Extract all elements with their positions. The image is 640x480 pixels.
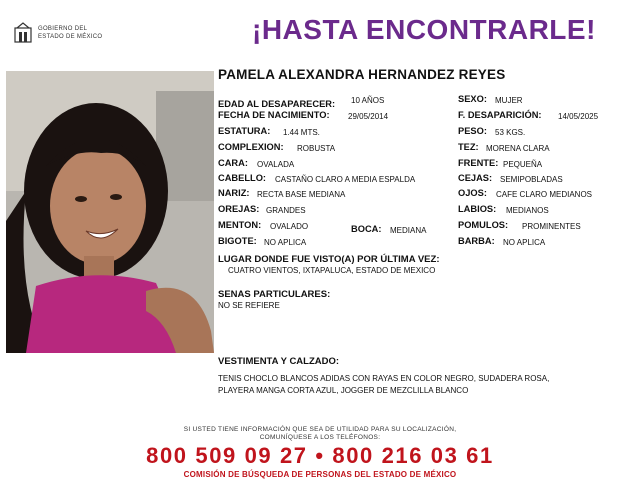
field-value-estatura: 1.44 MTS.	[283, 128, 320, 137]
info-line-2: COMUNÍQUESE A LOS TELÉFONOS:	[259, 434, 381, 441]
field-value-bigote: NO APLICA	[264, 238, 307, 247]
field-label-cejas: CEJAS:	[458, 173, 493, 183]
field-label-desaparicion: F. DESAPARICIÓN:	[458, 110, 542, 120]
field-value-sexo: MUJER	[495, 96, 523, 105]
clothing-line-2: PLAYERA MANGA CORTA AZUL, JOGGER DE MEZCLILLA BLANCO	[218, 386, 469, 395]
field-value-pomulos: PROMINENTES	[522, 222, 581, 231]
field-label-frente: FRENTE:	[458, 158, 499, 168]
field-value-nacimiento: 29/05/2014	[348, 112, 389, 121]
field-value-barba: NO APLICA	[503, 238, 546, 247]
field-label-cabello: CABELLO:	[218, 173, 267, 183]
field-value-complexion: ROBUSTA	[297, 144, 336, 153]
last-seen-label: LUGAR DONDE FUE VISTO(A) POR ÚLTIMA VEZ:	[218, 254, 440, 265]
field-label-cara: CARA:	[218, 158, 248, 168]
field-label-pomulos: POMULOS:	[458, 220, 509, 230]
field-value-cabello: CASTAÑO CLARO A MEDIA ESPALDA	[275, 175, 416, 184]
field-value-cara: OVALADA	[257, 160, 295, 169]
marks-value: NO SE REFIERE	[218, 301, 280, 310]
marks-label: SENAS PARTICULARES:	[218, 289, 331, 300]
phone-numbers[interactable]: 800 509 09 27 • 800 216 03 61	[146, 443, 494, 468]
field-value-edad: 10 AÑOS	[351, 96, 385, 105]
logo-text-line1: GOBIERNO DEL	[38, 26, 88, 32]
field-label: EDAD AL DESAPARECER:	[218, 99, 336, 109]
field-label-nariz: NARIZ:	[218, 188, 250, 198]
field-label-tez: TEZ:	[458, 142, 479, 152]
field-value-frente: PEQUEÑA	[503, 160, 543, 169]
field-value-nariz: RECTA BASE MEDIANA	[257, 190, 346, 199]
field-value-cejas: SEMIPOBLADAS	[500, 175, 563, 184]
person-name: PAMELA ALEXANDRA HERNANDEZ REYES	[218, 67, 506, 82]
field-value-desaparicion: 14/05/2025	[558, 112, 599, 121]
field-value-peso: 53 KGS.	[495, 128, 526, 137]
photo-illustration	[6, 71, 214, 353]
footer-commission: COMISIÓN DE BÚSQUEDA DE PERSONAS DEL ESTADO DE MÉXICO	[183, 470, 457, 479]
coat-of-arms-icon	[12, 22, 34, 44]
field-value-tez: MORENA CLARA	[486, 144, 550, 153]
field-label-boca: BOCA:	[351, 224, 382, 234]
field-value-boca: MEDIANA	[390, 226, 427, 235]
field-label-nacimiento: FECHA DE NACIMIENTO:	[218, 110, 330, 120]
field-value-menton: OVALADO	[270, 222, 309, 231]
headline: ¡HASTA ENCONTRARLE!	[252, 14, 596, 45]
last-seen-value: CUATRO VIENTOS, IXTAPALUCA, ESTADO DE MEXICO	[228, 266, 436, 275]
field-label-estatura: ESTATURA:	[218, 126, 271, 136]
field-label-ojos: OJOS:	[458, 188, 487, 198]
field-label-labios: LABIOS:	[458, 204, 497, 214]
government-logo	[12, 22, 122, 46]
field-value-labios: MEDIANOS	[506, 206, 549, 215]
field-label-menton: MENTON:	[218, 220, 262, 230]
info-line-1: SI USTED TIENE INFORMACIÓN QUE SEA DE UTILIDAD PARA SU LOCALIZACIÓN,	[183, 426, 457, 433]
field-label-orejas: OREJAS:	[218, 204, 260, 214]
field-value-orejas: GRANDES	[266, 206, 306, 215]
logo-text-line2: ESTADO DE MÉXICO	[38, 34, 103, 40]
field-label-bigote: BIGOTE:	[218, 236, 257, 246]
field-label-sexo: SEXO:	[458, 94, 487, 104]
missing-person-photo	[6, 71, 214, 353]
field-label-barba: BARBA:	[458, 236, 495, 246]
field-label-complexion: COMPLEXION:	[218, 142, 284, 152]
field-label-peso: PESO:	[458, 126, 487, 136]
clothing-label: VESTIMENTA Y CALZADO:	[218, 356, 340, 367]
clothing-line-1: TENIS CHOCLO BLANCOS ADIDAS CON RAYAS EN COLOR NEGRO, SUDADERA ROSA,	[218, 374, 550, 383]
field-value-ojos: CAFE CLARO MEDIANOS	[496, 190, 593, 199]
